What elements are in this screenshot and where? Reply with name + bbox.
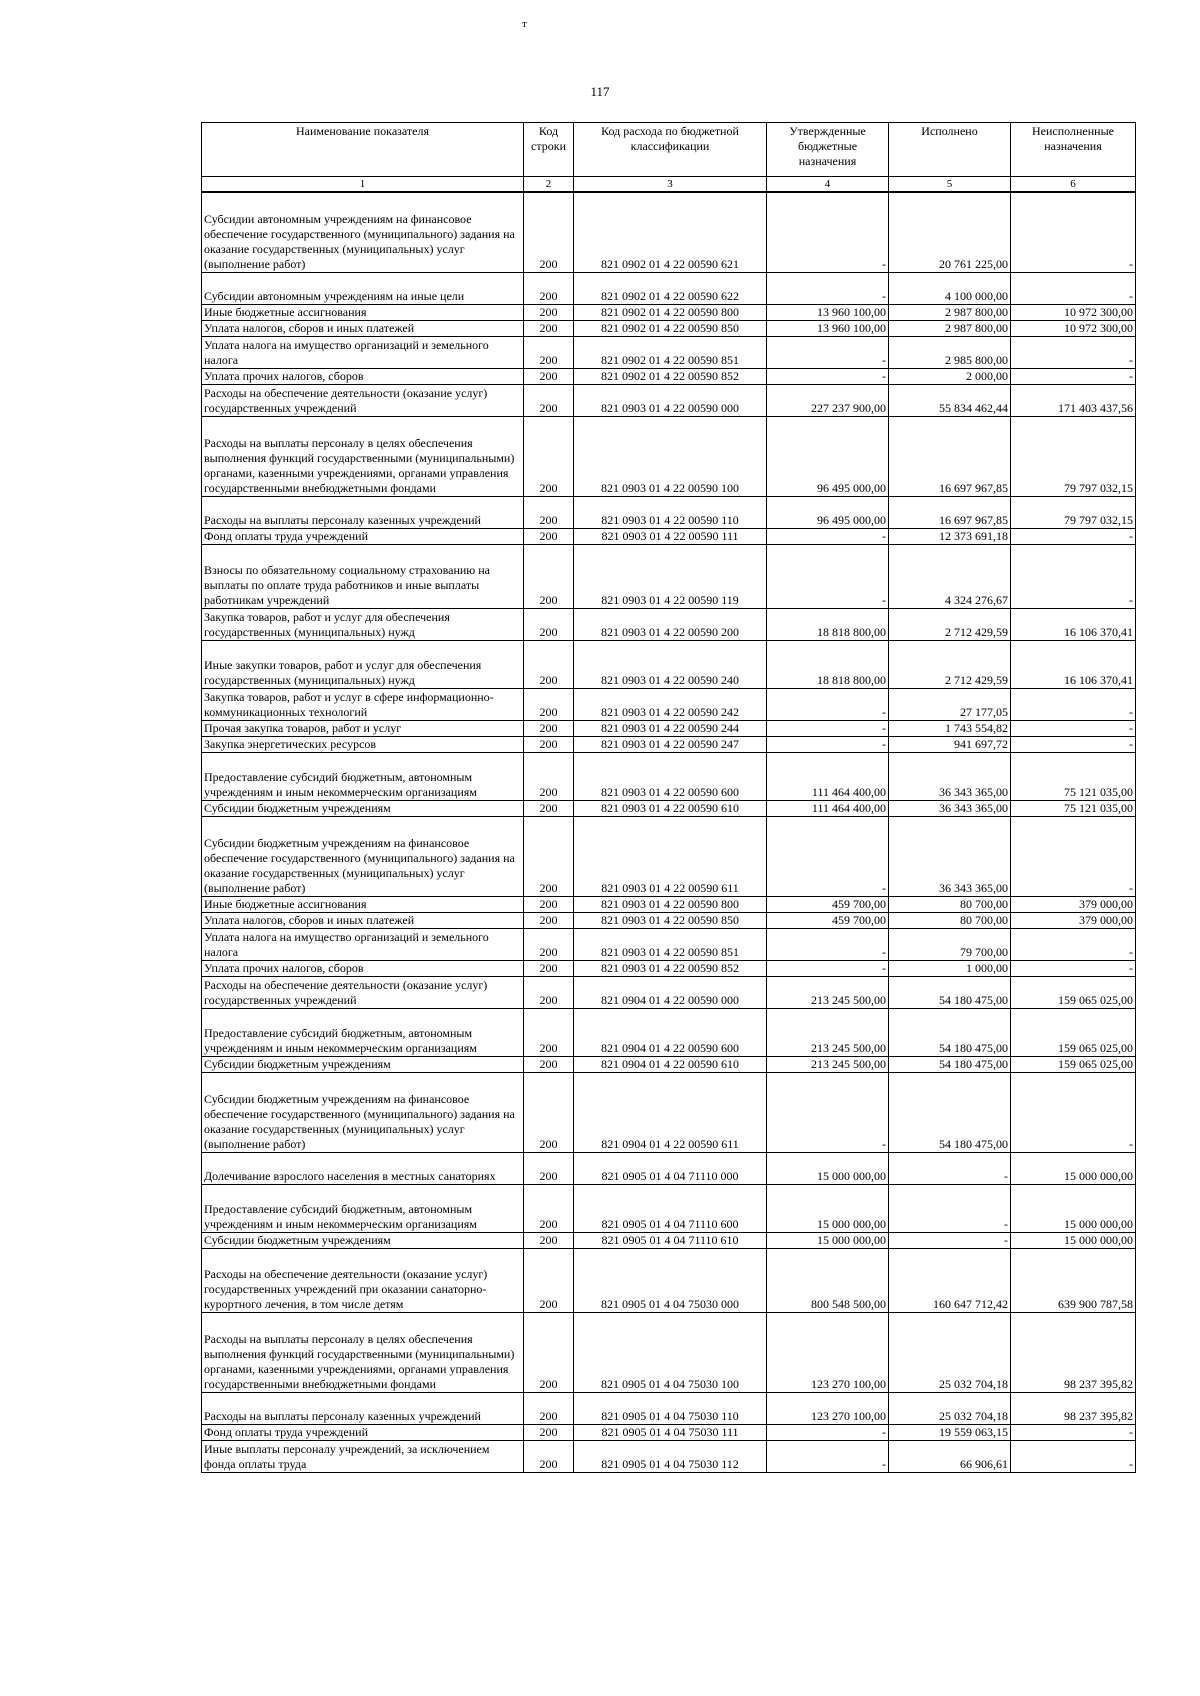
row-unexecuted: - (1011, 528, 1136, 544)
table-row (202, 1232, 1136, 1248)
row-approved: - (767, 688, 889, 720)
row-budget-code: 821 0903 01 4 22 00590 850 (574, 912, 767, 928)
row-unexecuted: 10 972 300,00 (1011, 304, 1136, 320)
row-executed: 2 000,00 (889, 368, 1011, 384)
row-line-code: 200 (524, 1152, 574, 1184)
row-approved: 213 245 500,00 (767, 1008, 889, 1056)
row-name: Уплата прочих налогов, сборов (202, 368, 524, 384)
row-line-code: 200 (524, 736, 574, 752)
row-approved: 111 464 400,00 (767, 752, 889, 800)
row-executed: 80 700,00 (889, 912, 1011, 928)
row-approved: - (767, 816, 889, 896)
row-budget-code: 821 0905 01 4 04 71110 600 (574, 1184, 767, 1232)
table-row (202, 544, 1136, 608)
row-name: Расходы на обеспечение деятельности (оказание услуг) государственных учреждений (202, 384, 524, 416)
row-name: Субсидии бюджетным учреждениям (202, 1232, 524, 1248)
row-line-code: 200 (524, 304, 574, 320)
row-name: Иные бюджетные ассигнования (202, 896, 524, 912)
row-name: Уплата налога на имущество организаций и земельного налога (202, 336, 524, 368)
row-name: Расходы на выплаты персоналу в целях обеспечения выполнения функций государственными (муниципальными) органами, казенными учреждениями, органами управления государственными внебюджетными фондами (202, 1312, 524, 1392)
row-approved: - (767, 1424, 889, 1440)
row-name: Субсидии автономным учреждениям на финансовое обеспечение государственного (муниципального) задания на оказание государственных (муниципальных) услуг (выполнение работ) (202, 192, 524, 272)
row-line-code: 200 (524, 368, 574, 384)
row-budget-code: 821 0903 01 4 22 00590 610 (574, 800, 767, 816)
row-name: Фонд оплаты труда учреждений (202, 1424, 524, 1440)
row-approved: - (767, 544, 889, 608)
row-unexecuted: - (1011, 1440, 1136, 1472)
row-executed: 4 324 276,67 (889, 544, 1011, 608)
row-name: Закупка товаров, работ и услуг для обеспечения государственных (муниципальных) нужд (202, 608, 524, 640)
row-executed: 36 343 365,00 (889, 800, 1011, 816)
row-name: Иные закупки товаров, работ и услуг для обеспечения государственных (муниципальных) нужд (202, 640, 524, 688)
row-budget-code: 821 0904 01 4 22 00590 000 (574, 976, 767, 1008)
table-row (202, 1440, 1136, 1472)
table-row (202, 272, 1136, 304)
row-name: Уплата прочих налогов, сборов (202, 960, 524, 976)
row-budget-code: 821 0905 01 4 04 75030 111 (574, 1424, 767, 1440)
row-line-code: 200 (524, 752, 574, 800)
table-row (202, 800, 1136, 816)
row-executed: 27 177,05 (889, 688, 1011, 720)
row-executed: 25 032 704,18 (889, 1392, 1011, 1424)
row-unexecuted: - (1011, 336, 1136, 368)
row-line-code: 200 (524, 320, 574, 336)
row-unexecuted: 79 797 032,15 (1011, 496, 1136, 528)
row-budget-code: 821 0903 01 4 22 00590 119 (574, 544, 767, 608)
row-executed: 2 987 800,00 (889, 304, 1011, 320)
row-approved: 800 548 500,00 (767, 1248, 889, 1312)
table-row (202, 384, 1136, 416)
row-executed: 12 373 691,18 (889, 528, 1011, 544)
row-executed: 66 906,61 (889, 1440, 1011, 1472)
table-row (202, 688, 1136, 720)
row-approved: 13 960 100,00 (767, 304, 889, 320)
row-approved: - (767, 528, 889, 544)
row-approved: 123 270 100,00 (767, 1312, 889, 1392)
header-executed: Исполнено (889, 123, 1011, 177)
row-line-code: 200 (524, 384, 574, 416)
row-name: Иные бюджетные ассигнования (202, 304, 524, 320)
row-line-code: 200 (524, 192, 574, 272)
table-row (202, 640, 1136, 688)
row-approved: - (767, 336, 889, 368)
row-executed: 19 559 063,15 (889, 1424, 1011, 1440)
row-budget-code: 821 0903 01 4 22 00590 242 (574, 688, 767, 720)
table-row (202, 608, 1136, 640)
row-approved: 459 700,00 (767, 912, 889, 928)
table-header (202, 123, 1136, 193)
row-executed: 1 743 554,82 (889, 720, 1011, 736)
row-budget-code: 821 0902 01 4 22 00590 800 (574, 304, 767, 320)
row-executed: 54 180 475,00 (889, 1072, 1011, 1152)
row-executed: 2 712 429,59 (889, 608, 1011, 640)
row-line-code: 200 (524, 1056, 574, 1072)
row-name: Закупка товаров, работ и услуг в сфере информационно-коммуникационных технологий (202, 688, 524, 720)
row-line-code: 200 (524, 1184, 574, 1232)
row-name: Закупка энергетических ресурсов (202, 736, 524, 752)
row-budget-code: 821 0904 01 4 22 00590 611 (574, 1072, 767, 1152)
row-unexecuted: 10 972 300,00 (1011, 320, 1136, 336)
row-name: Предоставление субсидий бюджетным, автономным учреждениям и иным некоммерческим организациям (202, 752, 524, 800)
row-budget-code: 821 0904 01 4 22 00590 610 (574, 1056, 767, 1072)
row-approved: - (767, 368, 889, 384)
row-approved: 15 000 000,00 (767, 1184, 889, 1232)
row-name: Фонд оплаты труда учреждений (202, 528, 524, 544)
row-executed: 2 985 800,00 (889, 336, 1011, 368)
row-unexecuted: 75 121 035,00 (1011, 800, 1136, 816)
row-unexecuted: - (1011, 1072, 1136, 1152)
row-budget-code: 821 0903 01 4 22 00590 247 (574, 736, 767, 752)
row-executed: 79 700,00 (889, 928, 1011, 960)
row-approved: 18 818 800,00 (767, 640, 889, 688)
row-executed: 2 712 429,59 (889, 640, 1011, 688)
row-budget-code: 821 0905 01 4 04 75030 110 (574, 1392, 767, 1424)
row-line-code: 200 (524, 896, 574, 912)
row-unexecuted: - (1011, 960, 1136, 976)
table-row (202, 896, 1136, 912)
row-executed: 36 343 365,00 (889, 752, 1011, 800)
page-number: 117 (590, 84, 610, 99)
row-approved: 13 960 100,00 (767, 320, 889, 336)
row-unexecuted: 98 237 395,82 (1011, 1312, 1136, 1392)
report-table (201, 122, 1136, 1473)
row-executed: - (889, 1152, 1011, 1184)
table-row (202, 928, 1136, 960)
table-row (202, 976, 1136, 1008)
row-approved: 15 000 000,00 (767, 1232, 889, 1248)
row-unexecuted: 15 000 000,00 (1011, 1232, 1136, 1248)
row-approved: - (767, 1072, 889, 1152)
row-line-code: 200 (524, 608, 574, 640)
row-budget-code: 821 0904 01 4 22 00590 600 (574, 1008, 767, 1056)
table-row (202, 1152, 1136, 1184)
row-executed: 54 180 475,00 (889, 976, 1011, 1008)
table-row (202, 336, 1136, 368)
row-budget-code: 821 0903 01 4 22 00590 100 (574, 416, 767, 496)
row-approved: 213 245 500,00 (767, 976, 889, 1008)
row-executed: 55 834 462,44 (889, 384, 1011, 416)
row-unexecuted: - (1011, 720, 1136, 736)
column-number: 1 (202, 177, 524, 193)
row-line-code: 200 (524, 1248, 574, 1312)
row-name: Расходы на выплаты персоналу казенных учреждений (202, 496, 524, 528)
row-unexecuted: 79 797 032,15 (1011, 416, 1136, 496)
header-approved: Утвержденные бюджетные назначения (767, 123, 889, 177)
row-name: Субсидии бюджетным учреждениям на финансовое обеспечение государственного (муниципального) задания на оказание государственных (муниципальных) услуг (выполнение работ) (202, 1072, 524, 1152)
table-row (202, 720, 1136, 736)
row-budget-code: 821 0905 01 4 04 71110 000 (574, 1152, 767, 1184)
row-name: Субсидии бюджетным учреждениям (202, 800, 524, 816)
row-unexecuted: 379 000,00 (1011, 912, 1136, 928)
row-unexecuted: 16 106 370,41 (1011, 608, 1136, 640)
row-budget-code: 821 0903 01 4 22 00590 852 (574, 960, 767, 976)
row-budget-code: 821 0903 01 4 22 00590 110 (574, 496, 767, 528)
row-line-code: 200 (524, 960, 574, 976)
row-line-code: 200 (524, 976, 574, 1008)
row-name: Предоставление субсидий бюджетным, автономным учреждениям и иным некоммерческим организациям (202, 1008, 524, 1056)
row-budget-code: 821 0902 01 4 22 00590 622 (574, 272, 767, 304)
row-name: Уплата налогов, сборов и иных платежей (202, 320, 524, 336)
table-row (202, 816, 1136, 896)
row-budget-code: 821 0902 01 4 22 00590 852 (574, 368, 767, 384)
table-row (202, 320, 1136, 336)
row-budget-code: 821 0903 01 4 22 00590 851 (574, 928, 767, 960)
row-unexecuted: - (1011, 816, 1136, 896)
row-unexecuted: - (1011, 272, 1136, 304)
row-name: Субсидии бюджетным учреждениям (202, 1056, 524, 1072)
row-unexecuted: 75 121 035,00 (1011, 752, 1136, 800)
table-row (202, 496, 1136, 528)
row-executed: 20 761 225,00 (889, 192, 1011, 272)
row-approved: 111 464 400,00 (767, 800, 889, 816)
row-line-code: 200 (524, 800, 574, 816)
row-unexecuted: 379 000,00 (1011, 896, 1136, 912)
row-approved: 96 495 000,00 (767, 496, 889, 528)
column-number: 3 (574, 177, 767, 193)
column-numbers-row (202, 177, 1136, 193)
row-budget-code: 821 0903 01 4 22 00590 200 (574, 608, 767, 640)
table-row (202, 752, 1136, 800)
row-unexecuted: 159 065 025,00 (1011, 1056, 1136, 1072)
row-budget-code: 821 0905 01 4 04 75030 100 (574, 1312, 767, 1392)
table-row (202, 736, 1136, 752)
row-approved: 213 245 500,00 (767, 1056, 889, 1072)
row-executed: - (889, 1184, 1011, 1232)
row-approved: - (767, 960, 889, 976)
column-number: 4 (767, 177, 889, 193)
row-unexecuted: - (1011, 928, 1136, 960)
row-line-code: 200 (524, 1424, 574, 1440)
row-line-code: 200 (524, 416, 574, 496)
row-unexecuted: 15 000 000,00 (1011, 1184, 1136, 1232)
row-name: Прочая закупка товаров, работ и услуг (202, 720, 524, 736)
row-budget-code: 821 0903 01 4 22 00590 240 (574, 640, 767, 688)
row-name: Уплата налога на имущество организаций и земельного налога (202, 928, 524, 960)
row-unexecuted: 15 000 000,00 (1011, 1152, 1136, 1184)
row-budget-code: 821 0905 01 4 04 71110 610 (574, 1232, 767, 1248)
row-line-code: 200 (524, 272, 574, 304)
row-budget-code: 821 0903 01 4 22 00590 000 (574, 384, 767, 416)
row-executed: 25 032 704,18 (889, 1312, 1011, 1392)
row-executed: 16 697 967,85 (889, 416, 1011, 496)
table-row (202, 1392, 1136, 1424)
table-row (202, 1056, 1136, 1072)
row-line-code: 200 (524, 1232, 574, 1248)
row-unexecuted: 171 403 437,56 (1011, 384, 1136, 416)
table-row (202, 1184, 1136, 1232)
row-line-code: 200 (524, 720, 574, 736)
table-body (202, 192, 1136, 1472)
row-name: Иные выплаты персоналу учреждений, за исключением фонда оплаты труда (202, 1440, 524, 1472)
row-unexecuted: - (1011, 688, 1136, 720)
header-budget-code: Код расхода по бюджетной классификации (574, 123, 767, 177)
row-approved: 459 700,00 (767, 896, 889, 912)
row-approved: 96 495 000,00 (767, 416, 889, 496)
row-approved: - (767, 272, 889, 304)
row-name: Расходы на выплаты персоналу в целях обеспечения выполнения функций государственными (муниципальными) органами, казенными учреждениями, органами управления государственными внебюджетными фондами (202, 416, 524, 496)
row-approved: - (767, 1440, 889, 1472)
row-approved: 123 270 100,00 (767, 1392, 889, 1424)
row-line-code: 200 (524, 528, 574, 544)
row-unexecuted: - (1011, 368, 1136, 384)
row-unexecuted: - (1011, 192, 1136, 272)
row-line-code: 200 (524, 816, 574, 896)
row-budget-code: 821 0903 01 4 22 00590 611 (574, 816, 767, 896)
row-unexecuted: 159 065 025,00 (1011, 1008, 1136, 1056)
table-row (202, 304, 1136, 320)
row-line-code: 200 (524, 640, 574, 688)
table-row (202, 1008, 1136, 1056)
table-row (202, 192, 1136, 272)
row-executed: 1 000,00 (889, 960, 1011, 976)
row-budget-code: 821 0905 01 4 04 75030 000 (574, 1248, 767, 1312)
row-line-code: 200 (524, 1440, 574, 1472)
column-number: 5 (889, 177, 1011, 193)
row-line-code: 200 (524, 1392, 574, 1424)
row-unexecuted: 98 237 395,82 (1011, 1392, 1136, 1424)
row-executed: - (889, 1232, 1011, 1248)
row-executed: 36 343 365,00 (889, 816, 1011, 896)
row-unexecuted: - (1011, 544, 1136, 608)
row-line-code: 200 (524, 1008, 574, 1056)
row-line-code: 200 (524, 1072, 574, 1152)
header-unexecuted: Неисполненные назначения (1011, 123, 1136, 177)
row-unexecuted: - (1011, 1424, 1136, 1440)
row-approved: - (767, 720, 889, 736)
row-name: Долечивание взрослого населения в местных санаториях (202, 1152, 524, 1184)
row-unexecuted: 159 065 025,00 (1011, 976, 1136, 1008)
table-row (202, 368, 1136, 384)
row-line-code: 200 (524, 1312, 574, 1392)
row-executed: 16 697 967,85 (889, 496, 1011, 528)
row-name: Субсидии автономным учреждениям на иные цели (202, 272, 524, 304)
row-line-code: 200 (524, 336, 574, 368)
row-unexecuted: 16 106 370,41 (1011, 640, 1136, 688)
row-executed: 160 647 712,42 (889, 1248, 1011, 1312)
table-row (202, 1424, 1136, 1440)
row-line-code: 200 (524, 928, 574, 960)
table-row (202, 912, 1136, 928)
row-budget-code: 821 0903 01 4 22 00590 800 (574, 896, 767, 912)
row-budget-code: 821 0903 01 4 22 00590 600 (574, 752, 767, 800)
row-executed: 54 180 475,00 (889, 1008, 1011, 1056)
row-approved: 18 818 800,00 (767, 608, 889, 640)
row-budget-code: 821 0902 01 4 22 00590 621 (574, 192, 767, 272)
row-name: Расходы на выплаты персоналу казенных учреждений (202, 1392, 524, 1424)
row-approved: - (767, 736, 889, 752)
row-approved: - (767, 192, 889, 272)
table-row (202, 1312, 1136, 1392)
row-budget-code: 821 0902 01 4 22 00590 851 (574, 336, 767, 368)
row-unexecuted: - (1011, 736, 1136, 752)
table-row (202, 960, 1136, 976)
row-executed: 54 180 475,00 (889, 1056, 1011, 1072)
row-executed: 2 987 800,00 (889, 320, 1011, 336)
row-approved: - (767, 928, 889, 960)
row-executed: 941 697,72 (889, 736, 1011, 752)
table-row (202, 416, 1136, 496)
row-unexecuted: 639 900 787,58 (1011, 1248, 1136, 1312)
table-row (202, 1072, 1136, 1152)
column-number: 6 (1011, 177, 1136, 193)
header-name: Наименование показателя (202, 123, 524, 177)
row-name: Предоставление субсидий бюджетным, автономным учреждениям и иным некоммерческим организациям (202, 1184, 524, 1232)
row-executed: 80 700,00 (889, 896, 1011, 912)
row-budget-code: 821 0905 01 4 04 75030 112 (574, 1440, 767, 1472)
row-name: Взносы по обязательному социальному страхованию на выплаты по оплате труда работников и иные выплаты работникам учреждений (202, 544, 524, 608)
row-name: Расходы на обеспечение деятельности (оказание услуг) государственных учреждений (202, 976, 524, 1008)
row-budget-code: 821 0903 01 4 22 00590 244 (574, 720, 767, 736)
row-budget-code: 821 0902 01 4 22 00590 850 (574, 320, 767, 336)
row-line-code: 200 (524, 496, 574, 528)
row-budget-code: 821 0903 01 4 22 00590 111 (574, 528, 767, 544)
column-number: 2 (524, 177, 574, 193)
row-name: Уплата налогов, сборов и иных платежей (202, 912, 524, 928)
row-line-code: 200 (524, 544, 574, 608)
row-line-code: 200 (524, 688, 574, 720)
top-mark: т (522, 18, 527, 30)
row-name: Субсидии бюджетным учреждениям на финансовое обеспечение государственного (муниципального) задания на оказание государственных (муниципальных) услуг (выполнение работ) (202, 816, 524, 896)
row-approved: 15 000 000,00 (767, 1152, 889, 1184)
table-row (202, 1248, 1136, 1312)
table-row (202, 528, 1136, 544)
row-line-code: 200 (524, 912, 574, 928)
row-approved: 227 237 900,00 (767, 384, 889, 416)
row-name: Расходы на обеспечение деятельности (оказание услуг) государственных учреждений при оказании санаторно-курортного лечения, в том числе детям (202, 1248, 524, 1312)
header-line-code: Код строки (524, 123, 574, 177)
row-executed: 4 100 000,00 (889, 272, 1011, 304)
